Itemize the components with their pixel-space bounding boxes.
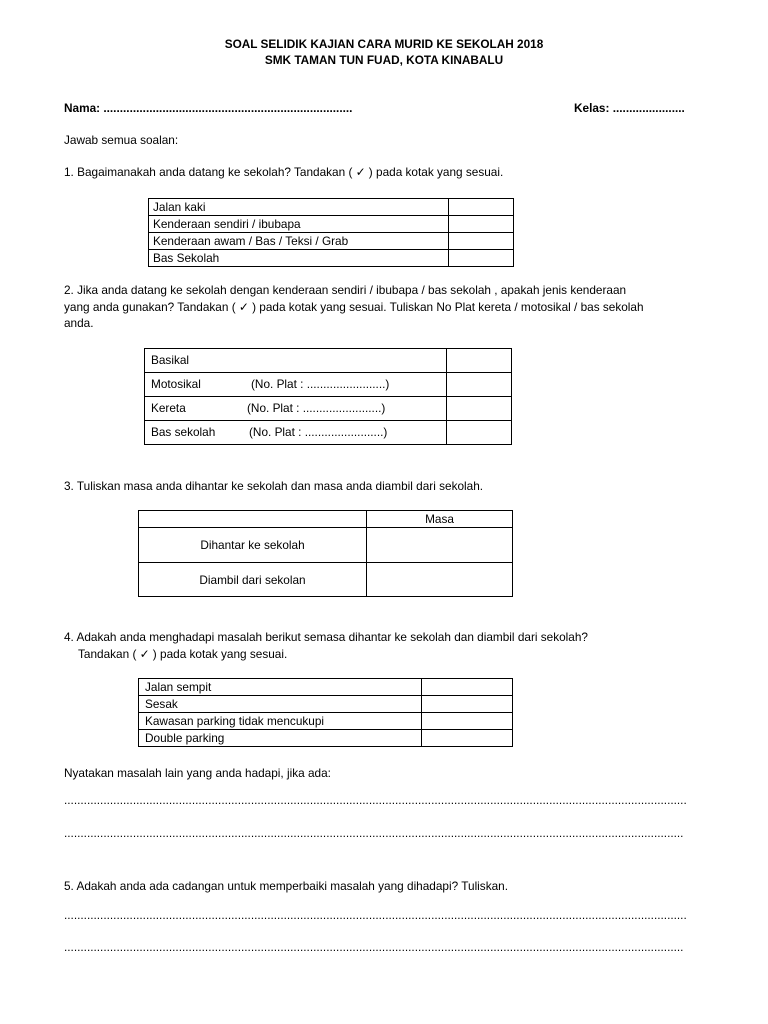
q2-option-label: Kereta xyxy=(151,401,186,415)
q4-option-label: Sesak xyxy=(139,696,422,713)
q1-row xyxy=(149,199,514,216)
q3-time-cell xyxy=(367,563,513,597)
q1-checkbox xyxy=(449,250,514,267)
q4-text-line-2: Tandakan ( ✓ ) pada kotak yang sesuai. xyxy=(78,647,288,661)
q2-text-line-2: yang anda gunakan? Tandakan ( ✓ ) pada kotak yang sesuai. Tuliskan No Plat kereta / motosikal / bas sekolah xyxy=(64,300,644,314)
class-field xyxy=(574,101,685,115)
q1-row xyxy=(149,216,514,233)
q2-text-line-3: anda. xyxy=(64,316,94,330)
q3-text: 3. Tuliskan masa anda dihantar ke sekolah dan masa anda diambil dari sekolah. xyxy=(64,479,484,493)
form-title: SOAL SELIDIK KAJIAN CARA MURID KE SEKOLAH 2018 xyxy=(224,37,544,51)
other-problems-text: Nyatakan masalah lain yang anda hadapi, jika ada: xyxy=(64,766,331,780)
q4-checkbox xyxy=(422,696,513,713)
answer-line: .............................................................................................................................................................................................. xyxy=(64,793,687,807)
q1-row xyxy=(149,233,514,250)
q1-option-label: Kenderaan awam / Bas / Teksi / Grab xyxy=(149,233,449,250)
q2-checkbox xyxy=(447,373,512,397)
name-field xyxy=(64,101,352,115)
instruction-text: Jawab semua soalan: xyxy=(64,133,179,147)
q2-checkbox xyxy=(447,421,512,445)
q3-header-empty xyxy=(139,511,367,528)
q2-option-cell xyxy=(145,421,447,445)
q1-option-label: Bas Sekolah xyxy=(149,250,449,267)
name-blank: ............................................................................ xyxy=(103,101,353,115)
name-label: Nama: xyxy=(64,101,101,115)
q3-row-label: Dihantar ke sekolah xyxy=(139,528,367,563)
q1-checkbox xyxy=(449,216,514,233)
q4-checkbox xyxy=(422,730,513,747)
q3-row xyxy=(139,563,513,597)
q4-row xyxy=(139,696,513,713)
q3-time-cell xyxy=(367,528,513,563)
school-name: SMK TAMAN TUN FUAD, KOTA KINABALU xyxy=(264,53,504,67)
q3-header-row xyxy=(139,511,513,528)
class-label: Kelas: xyxy=(574,101,610,115)
q2-row xyxy=(145,397,512,421)
q4-text-line-1: 4. Adakah anda menghadapi masalah berikut semasa dihantar ke sekolah dan diambil dari sekolah? xyxy=(64,630,588,644)
q2-table xyxy=(144,348,512,445)
q1-option-label: Jalan kaki xyxy=(149,199,449,216)
q1-checkbox xyxy=(449,233,514,250)
q1-row xyxy=(149,250,514,267)
q3-column-header: Masa xyxy=(367,511,513,528)
answer-line: .............................................................................................................................................................................................. xyxy=(64,908,687,922)
q2-row xyxy=(145,349,512,373)
q2-option-label: Bas sekolah xyxy=(151,425,216,439)
q2-checkbox xyxy=(447,397,512,421)
q2-option-label: Basikal xyxy=(151,353,190,367)
q2-checkbox xyxy=(447,349,512,373)
q4-table xyxy=(138,678,513,747)
q4-row xyxy=(139,730,513,747)
plate-number-blank: (No. Plat : ........................) xyxy=(247,401,386,415)
plate-number-blank: (No. Plat : ........................) xyxy=(249,425,388,439)
q2-option-cell xyxy=(145,397,447,421)
q2-option-label: Motosikal xyxy=(151,377,201,391)
q4-checkbox xyxy=(422,679,513,696)
q1-checkbox xyxy=(449,199,514,216)
q2-row xyxy=(145,421,512,445)
q2-row xyxy=(145,373,512,397)
answer-line: ............................................................................................................................................................................................. xyxy=(64,826,684,840)
q1-option-label: Kenderaan sendiri / ibubapa xyxy=(149,216,449,233)
q4-row xyxy=(139,713,513,730)
answer-line: ............................................................................................................................................................................................. xyxy=(64,940,684,954)
q4-option-label: Jalan sempit xyxy=(139,679,422,696)
q4-row xyxy=(139,679,513,696)
q3-row-label: Diambil dari sekolan xyxy=(139,563,367,597)
q3-table xyxy=(138,510,513,597)
class-blank: ...................... xyxy=(612,101,685,115)
plate-number-blank: (No. Plat : ........................) xyxy=(251,377,390,391)
q2-option-cell xyxy=(145,373,447,397)
q1-table xyxy=(148,198,514,267)
q1-text: 1. Bagaimanakah anda datang ke sekolah? Tandakan ( ✓ ) pada kotak yang sesuai. xyxy=(64,165,504,179)
q2-text-line-1: 2. Jika anda datang ke sekolah dengan kenderaan sendiri / ibubapa / bas sekolah , apakah jenis kenderaan xyxy=(64,283,627,297)
q3-row xyxy=(139,528,513,563)
q4-checkbox xyxy=(422,713,513,730)
q4-option-label: Kawasan parking tidak mencukupi xyxy=(139,713,422,730)
q4-option-label: Double parking xyxy=(139,730,422,747)
q2-option-cell xyxy=(145,349,447,373)
q5-text: 5. Adakah anda ada cadangan untuk memperbaiki masalah yang dihadapi? Tuliskan. xyxy=(64,879,509,893)
